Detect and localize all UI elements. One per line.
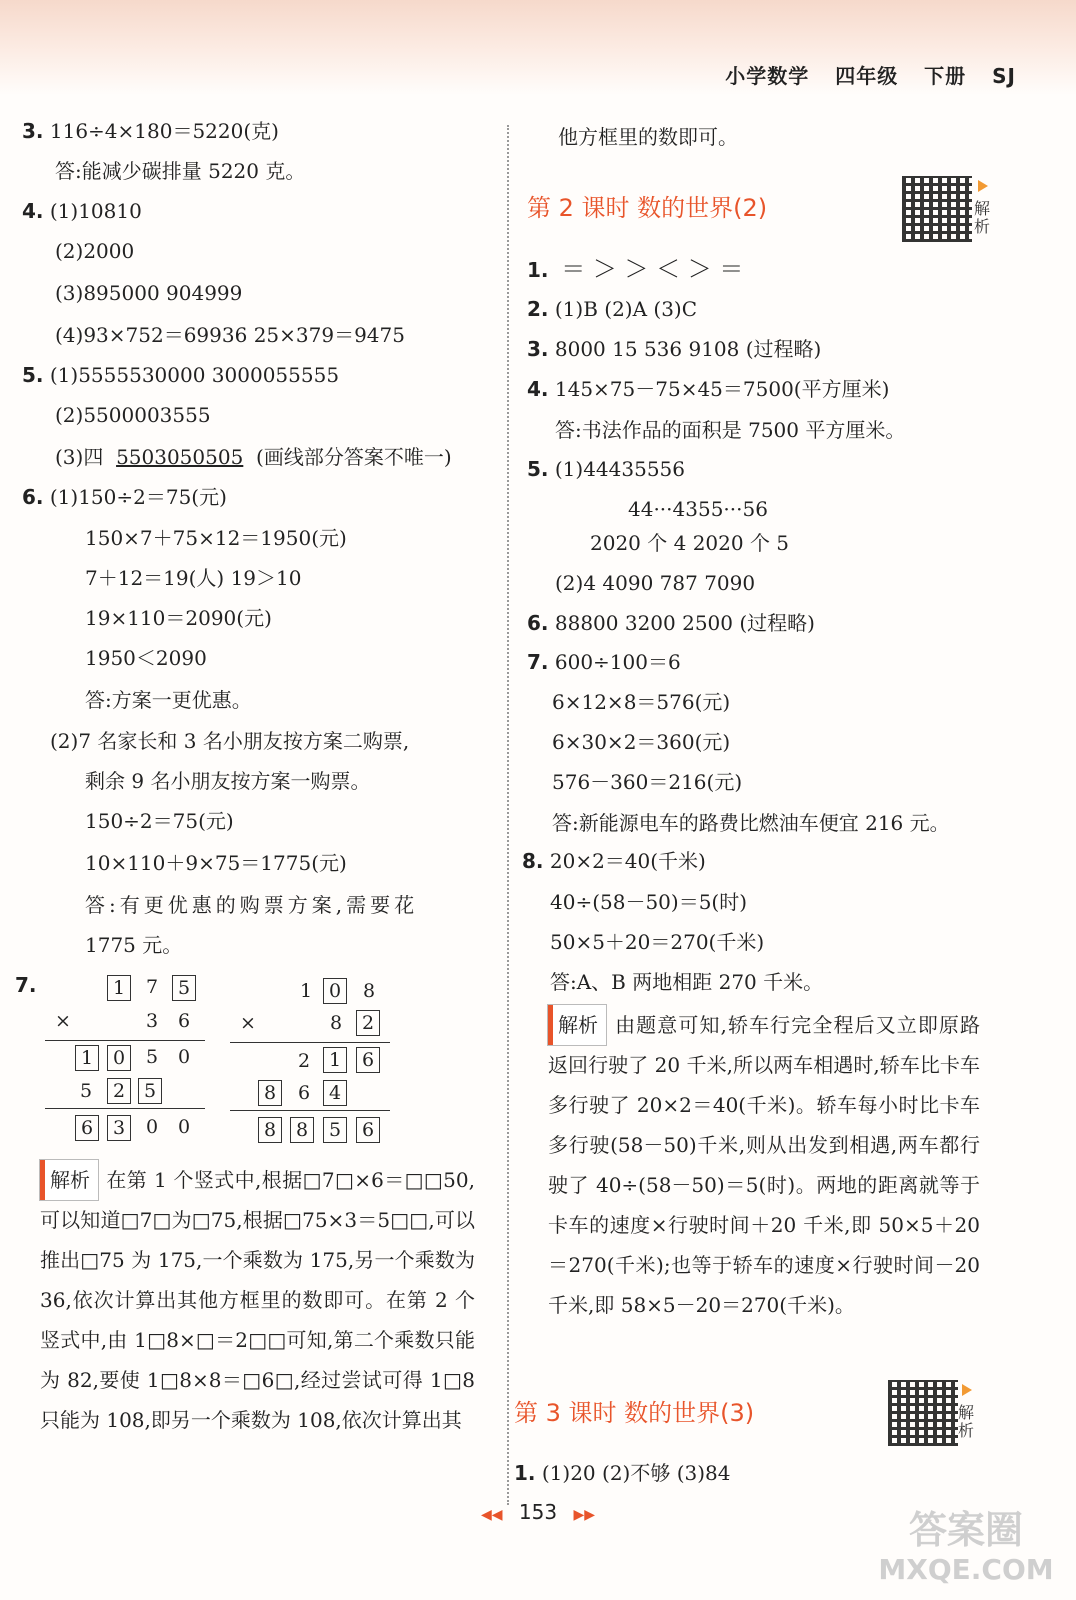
answer-line: 1950＜2090 (85, 646, 207, 670)
answer-text: (1)20 (2)不够 (3)84 (541, 1461, 731, 1485)
column-divider (507, 125, 509, 1505)
lesson2-answer-7 (527, 649, 681, 675)
answer-box: 3 (107, 1115, 131, 1141)
answer-box: 6 (356, 1117, 380, 1143)
answer-line: 10×110＋9×75＝1775(元) (85, 851, 347, 875)
analysis-tag: 解析 (548, 1005, 606, 1045)
answer-text: ＝ ＞ ＞ ＜ ＞ ＝ (561, 255, 744, 283)
digit: 8 (363, 980, 376, 1002)
watermark-logo (876, 1510, 1056, 1590)
header-grade: 四年级 (835, 64, 899, 88)
lesson2-answer-4 (527, 376, 889, 402)
answer-box: 0 (107, 1045, 131, 1071)
digit: 6 (178, 1010, 191, 1032)
answer-line: 答:新能源电车的路费比燃油车便宜 216 元。 (552, 811, 950, 835)
answer-line: 答:有更优惠的购票方案,需要花 (85, 893, 419, 917)
underlined-answer: 5503050505 (116, 445, 244, 469)
item-number: 7. (15, 973, 37, 997)
repeating-number: 44···4355···56 (628, 497, 768, 521)
answer-box: 0 (323, 978, 347, 1004)
note-text: (画线部分答案不唯一) (256, 445, 452, 469)
answer-text: (1)B (2)A (3)C (554, 297, 698, 321)
digit: 6 (298, 1082, 311, 1104)
digit: 7 (146, 976, 159, 998)
answer-box: 2 (107, 1078, 131, 1104)
answer-box: 1 (107, 975, 131, 1001)
item-number: 6. (527, 611, 549, 635)
item-number: 5. (22, 363, 44, 387)
digit: 5 (80, 1080, 93, 1102)
header-term: 下册 (924, 64, 967, 88)
answer-line: 150÷2＝75(元) (85, 809, 234, 833)
answer-line: 19×110＝2090(元) (85, 606, 272, 630)
lesson3-answer-1 (514, 1460, 730, 1486)
qr-code-icon[interactable] (888, 1380, 958, 1446)
item-number: 3. (527, 337, 549, 361)
answer-line: 答:书法作品的面积是 7500 平方厘米。 (555, 418, 906, 442)
answer-box: 1 (75, 1045, 99, 1071)
answer-line: (4)93×752＝69936 25×379＝9475 (55, 323, 405, 347)
answer-line: 7＋12＝19(人) 19＞10 (85, 566, 302, 590)
answer-text: 600÷100＝6 (554, 650, 681, 674)
digit: 5 (146, 1046, 159, 1068)
item-number: 1. (527, 258, 549, 282)
answer-line (55, 444, 452, 470)
item-number: 4. (22, 199, 44, 223)
answer-line: (3)895000 904999 (55, 281, 243, 305)
play-icon (962, 1384, 972, 1396)
answer-line: (2)2000 (55, 239, 135, 263)
answer-line: 剩余 9 名小朋友按方案一购票。 (85, 769, 371, 793)
digit: 8 (330, 1012, 343, 1034)
analysis-tag: 解析 (40, 1160, 98, 1200)
answer-text: (1)44435556 (554, 457, 686, 481)
answer-text: 145×75－75×45＝7500(平方厘米) (554, 377, 890, 401)
answer-text: 8000 15 536 9108 (过程略) (554, 337, 822, 361)
digit: 0 (178, 1046, 191, 1068)
rule-line (45, 1108, 205, 1109)
answer-text: (1)10810 (49, 199, 142, 223)
answer-line: 576－360＝216(元) (552, 770, 743, 794)
answer-text: (1)150÷2＝75(元) (49, 485, 227, 509)
play-icon (978, 180, 988, 192)
digit: 3 (146, 1010, 159, 1032)
watermark-line1: 答案圈 (908, 1508, 1023, 1552)
prev-arrows-icon[interactable]: ◀◀ (481, 1507, 503, 1523)
digit: 0 (146, 1116, 159, 1138)
answer-box: 5 (172, 975, 196, 1001)
qr-label: 解析 (958, 1403, 975, 1440)
answer-5 (22, 362, 339, 388)
item-number: 8. (522, 849, 544, 873)
answer-line: (2)5500003555 (55, 403, 211, 427)
lesson2-answer-6 (527, 610, 815, 636)
answer-6 (22, 484, 227, 510)
item-number: 3. (22, 119, 44, 143)
answer-line: (2)4 4090 787 7090 (555, 571, 756, 595)
answer-text: 116÷4×180＝5220(克) (49, 119, 279, 143)
item-number: 6. (22, 485, 44, 509)
digit: 0 (178, 1116, 191, 1138)
answer-text: (1)5555530000 3000055555 (49, 363, 340, 387)
answer-line: (2)7 名家长和 3 名小朋友按方案二购票, (50, 729, 410, 753)
answer-text: 20×2＝40(千米) (549, 849, 706, 873)
answer-line: 50×5＋20＝270(千米) (550, 930, 765, 954)
item-number: 1. (514, 1461, 536, 1485)
page-header (707, 60, 1016, 89)
analysis-right (548, 1005, 980, 1325)
repeating-counts: 2020 个 4 2020 个 5 (590, 531, 790, 555)
lesson2-answer-2 (527, 296, 697, 322)
answer-text: 88800 3200 2500 (过程略) (554, 611, 815, 635)
answer-box: 8 (258, 1080, 282, 1106)
item-number: 2. (527, 297, 549, 321)
page-number: 153 (518, 1500, 558, 1524)
section-title-lesson-3: 第 3 课时 数的世界(3) (514, 1399, 755, 1427)
next-arrows-icon[interactable]: ▶▶ (573, 1507, 595, 1523)
digit: 1 (300, 980, 313, 1002)
answer-3 (22, 118, 279, 144)
answer-box: 4 (323, 1080, 347, 1106)
digit: 2 (298, 1050, 311, 1072)
continued-text: 他方框里的数即可。 (558, 125, 738, 149)
lesson2-answer-5 (527, 456, 685, 482)
analysis-text: 由题意可知,轿车行完全程后又立即原路返回行驶了 20 千米,所以两车相遇时,轿车比卡车多行驶了 20×2＝40(千米)。轿车每小时比卡车多行驶(58－50)千米,则从出发到相遇,两车都行驶了 40÷(58－50)＝5(时)。两地的距离就等于卡车的速度×行驶时间＋20 千米,即 50×5＋20＝270(千米);也等于轿车的速度×行驶时间－20 千米,即 58×5－20＝270(千米)。 (548, 1013, 980, 1317)
item-number: 4. (527, 377, 549, 401)
answer-box: 5 (138, 1078, 162, 1104)
multiply-sign: × (240, 1012, 256, 1034)
answer-box: 8 (290, 1117, 314, 1143)
answer-box: 6 (356, 1047, 380, 1073)
answer-7 (15, 972, 37, 998)
answer-line: 答:方案一更优惠。 (85, 688, 252, 712)
multiply-sign: × (55, 1010, 71, 1032)
answer-4 (22, 198, 142, 224)
analysis-left (40, 1160, 475, 1440)
rule-line (230, 1042, 390, 1043)
rule-line (230, 1110, 390, 1111)
answer-line: 6×12×8＝576(元) (552, 690, 731, 714)
answer-line: 1775 元。 (85, 933, 183, 957)
answer-text: (3)四 (55, 445, 104, 469)
answer-line: 答:能减少碳排量 5220 克。 (55, 159, 306, 183)
analysis-text: 在第 1 个竖式中,根据□7□×6＝□□50,可以知道□7□为□75,根据□75×3＝5□□,可以推出□75 为 175,一个乘数为 175,另一个乘数为 36,依次计算出其他方框里的数即可。在第 2 个竖式中,由 1□8×□＝2□□可知,第二个乘数只能为 82,要使 1□8×8＝□6□,经过尝试可得 1□8 只能为 108,即另一个乘数为 108,依次计算出其 (40, 1168, 475, 1432)
item-number: 7. (527, 650, 549, 674)
rule-line (45, 1040, 205, 1041)
answer-line: 答:A、B 两地相距 270 千米。 (550, 970, 824, 994)
qr-label: 解析 (974, 199, 991, 236)
qr-code-icon[interactable] (902, 176, 972, 242)
answer-line: 6×30×2＝360(元) (552, 730, 731, 754)
header-subject: 小学数学 (725, 64, 810, 88)
answer-box: 5 (323, 1117, 347, 1143)
answer-line: 40÷(58－50)＝5(时) (550, 890, 748, 914)
lesson2-answer-1 (527, 256, 743, 283)
header-edition: SJ (992, 64, 1016, 88)
lesson2-answer-8 (522, 848, 706, 874)
item-number: 5. (527, 457, 549, 481)
lesson2-answer-3 (527, 336, 821, 362)
answer-box: 6 (75, 1115, 99, 1141)
answer-line: 150×7＋75×12＝1950(元) (85, 526, 347, 550)
answer-box: 1 (323, 1047, 347, 1073)
answer-box: 2 (356, 1010, 380, 1036)
section-title-lesson-2: 第 2 课时 数的世界(2) (527, 194, 768, 222)
watermark-line2: MXQE.COM (878, 1553, 1054, 1586)
answer-box: 8 (258, 1117, 282, 1143)
